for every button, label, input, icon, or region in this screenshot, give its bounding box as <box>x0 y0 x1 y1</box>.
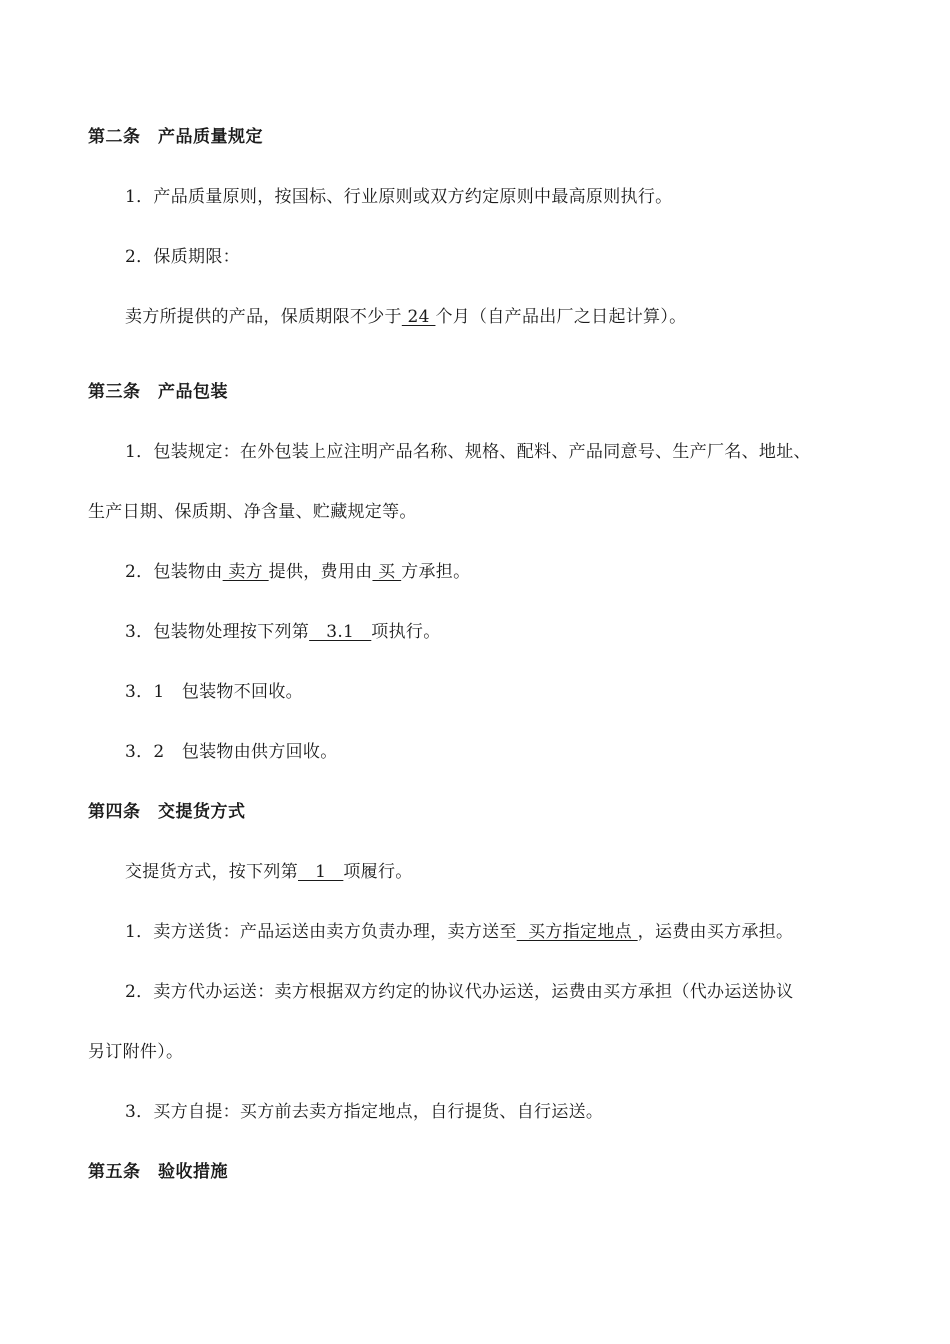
delivery-option-2-line-1: 2．卖方代办运送：卖方根据双方约定的协议代办运送，运费由买方承担（代办运送协议 <box>125 982 794 1002</box>
article-4-heading: 第四条 交提货方式 <box>88 802 246 822</box>
delivery-option-2-line-2: 另订附件）。 <box>88 1042 184 1062</box>
article-2-item-1: 1．产品质量原则，按国标、行业原则或双方约定原则中最高原则执行。 <box>125 187 673 207</box>
packaging-handling-prefix: 3．包装物处理按下列第 <box>125 622 310 642</box>
article-3-item-1-line-2: 生产日期、保质期、净含量、贮藏规定等。 <box>88 502 417 522</box>
article-3-item-3 <box>125 620 441 644</box>
shelf-life-value: 24 <box>401 307 436 327</box>
delivery-option-1 <box>125 920 793 944</box>
shelf-life-suffix: 个月（自产品出厂之日起计算）。 <box>435 307 687 327</box>
article-2-item-2: 2．保质期限： <box>125 247 240 267</box>
delivery-method-intro <box>125 860 413 884</box>
packaging-provider-prefix: 2．包装物由 <box>125 562 223 582</box>
packaging-cost-prefix: 提供，费用由 <box>268 562 373 582</box>
shelf-life-prefix: 卖方所提供的产品，保质期限不少于 <box>125 307 402 327</box>
packaging-option-2: 3．2 包装物由供方回收。 <box>125 742 338 762</box>
packaging-payer-value: 买 <box>372 562 402 582</box>
delivery-intro-suffix: 项履行。 <box>343 862 413 882</box>
article-2-heading: 第二条 产品质量规定 <box>88 127 263 147</box>
delivery-intro-value: 1 <box>298 862 344 882</box>
delivery-destination-value: 买方指定地点 <box>516 922 638 942</box>
packaging-cost-suffix: 方承担。 <box>401 562 471 582</box>
packaging-handling-suffix: 项执行。 <box>371 622 441 642</box>
article-5-heading: 第五条 验收措施 <box>88 1162 228 1182</box>
delivery-option-1-prefix: 1．卖方送货：产品运送由卖方负责办理，卖方送至 <box>125 922 517 942</box>
article-3-item-1-line-1: 1．包装规定：在外包装上应注明产品名称、规格、配料、产品同意号、生产厂名、地址、 <box>125 442 811 462</box>
packaging-option-1: 3．1 包装物不回收。 <box>125 682 303 702</box>
article-3-item-2 <box>125 560 470 584</box>
article-3-heading: 第三条 产品包装 <box>88 382 228 402</box>
packaging-handling-value: 3.1 <box>309 622 372 642</box>
delivery-option-1-suffix: ，运费由买方承担。 <box>637 922 794 942</box>
delivery-intro-prefix: 交提货方式，按下列第 <box>125 862 298 882</box>
packaging-provider-value: 卖方 <box>222 562 269 582</box>
shelf-life-clause <box>125 305 686 329</box>
delivery-option-3: 3．买方自提：买方前去卖方指定地点，自行提货、自行运送。 <box>125 1102 604 1122</box>
